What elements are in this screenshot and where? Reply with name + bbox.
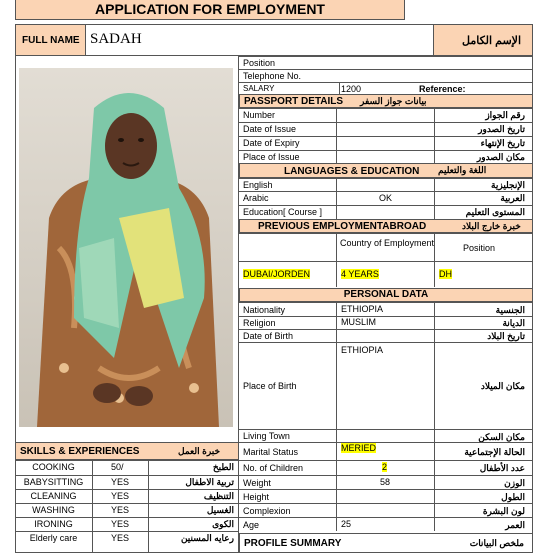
pob-value: ETHIOPIA — [341, 345, 384, 355]
skill-row-value: YES — [111, 505, 130, 515]
previous-columns-row — [239, 233, 533, 261]
passport-row-arabic: تاريخ الإنتهاء — [480, 138, 525, 148]
living-town-arabic: مكان السكن — [478, 432, 525, 442]
religion-value: MUSLIM — [341, 317, 377, 327]
weight-arabic: الوزن — [504, 478, 525, 488]
passport-row — [239, 136, 533, 150]
salary-row — [239, 82, 533, 94]
skill-row-label: COOKING — [32, 462, 75, 472]
skill-row-arabic: تربية الاطفال — [185, 477, 234, 487]
complexion-label: Complexion — [243, 506, 291, 516]
personal-divider-2 — [434, 302, 435, 442]
passport-row-arabic: مكان الصدور — [476, 152, 525, 162]
marital-label: Marital Status — [243, 447, 299, 457]
religion-arabic: الديانة — [502, 318, 525, 328]
position-label: Position — [243, 58, 276, 68]
position-row — [239, 56, 533, 69]
skill-row-label: CLEANING — [30, 491, 77, 501]
language-row-arabic: الإنجليزية — [491, 180, 525, 190]
skill-row-value: YES — [111, 491, 130, 501]
previous-employment-arabic: خبرة خارج البلاد — [462, 221, 521, 231]
living-town-label: Living Town — [243, 431, 290, 441]
previous-employment-label: PREVIOUS EMPLOYMENTABROAD — [258, 221, 427, 232]
skill-row-value: YES — [111, 533, 130, 543]
full-name-label: FULL NAME — [22, 35, 80, 46]
dob-arabic: تاريخ البلاد — [487, 331, 525, 341]
complexion-row — [239, 503, 533, 517]
skill-row-arabic: الغسيل — [206, 505, 234, 515]
personal-data-label: PERSONAL DATA — [343, 289, 429, 300]
nationality-value: ETHIOPIA — [341, 304, 384, 314]
skill-row-line — [15, 517, 239, 518]
skill-row-line — [15, 503, 239, 504]
passport-header-arabic: بيانات جواز السفر — [360, 96, 427, 106]
language-row-label: Education[ Course ] — [243, 207, 323, 217]
skill-divider-1 — [92, 460, 93, 553]
skill-row-label: BABYSITTING — [23, 477, 84, 487]
skill-row-value: 50/ — [111, 462, 124, 472]
profile-summary-arabic: ملخص البيانات — [469, 538, 524, 548]
skill-row-label: IRONING — [34, 519, 73, 529]
language-row — [239, 205, 533, 219]
language-divider-2 — [434, 178, 435, 219]
skill-row-line — [15, 475, 239, 476]
employment-years: 4 YEARS — [341, 269, 379, 279]
skill-row-arabic: الكوى — [212, 519, 234, 529]
full-name-value: SADAH — [90, 31, 142, 47]
passport-divider-2 — [434, 108, 435, 163]
age-row — [239, 517, 533, 531]
religion-row — [239, 316, 533, 329]
height-label: Height — [243, 492, 270, 502]
nationality-row — [239, 302, 533, 316]
marital-value: MERIED — [341, 443, 377, 453]
language-row-label: Arabic — [243, 193, 269, 203]
skill-row-line — [15, 460, 239, 461]
skill-row-arabic: رعايه المسنين — [180, 533, 234, 543]
living-town-row — [239, 429, 533, 442]
salary-label: SALARY — [243, 84, 275, 93]
nationality-arabic: الجنسية — [495, 305, 525, 315]
children-row — [239, 460, 533, 475]
language-row-value: OK — [379, 193, 393, 203]
applicant-photo — [19, 68, 233, 427]
skills-header-arabic: خبرة العمل — [178, 446, 221, 456]
pob-row — [239, 342, 533, 429]
age-value: 25 — [341, 519, 352, 529]
passport-divider-1 — [336, 108, 337, 163]
language-row-label: English — [243, 180, 273, 190]
previous-divider-2 — [434, 233, 435, 287]
passport-row-label: Date of Issue — [243, 124, 297, 134]
previous-divider-1 — [336, 233, 337, 287]
skill-row-line — [15, 531, 239, 532]
weight-row — [239, 475, 533, 489]
skill-row-arabic: الطبخ — [212, 462, 234, 472]
language-row-arabic: العربية — [500, 193, 525, 203]
children-label: No. of Children — [243, 463, 304, 473]
language-row — [239, 178, 533, 191]
passport-row-arabic: تاريخ الصدور — [478, 124, 525, 134]
skills-header — [15, 442, 239, 460]
page-title-bar — [15, 0, 405, 20]
skill-row-label: Elderly care — [29, 533, 78, 543]
complexion-arabic: لون البشرة — [482, 506, 525, 516]
marital-row — [239, 442, 533, 460]
passport-header — [239, 94, 533, 108]
passport-row-label: Date of Expiry — [243, 138, 300, 148]
children-arabic: عدد الأطفال — [479, 463, 525, 473]
age-arabic: العمر — [505, 520, 525, 530]
pob-arabic: مكان الميلاد — [480, 381, 525, 391]
passport-row-arabic: رقم الجواز — [485, 110, 525, 120]
weight-label: Weight — [243, 478, 271, 488]
age-label: Age — [243, 520, 260, 530]
passport-row — [239, 122, 533, 136]
profile-summary-header — [239, 533, 533, 553]
skill-divider-2 — [148, 460, 149, 553]
reference-label: Reference: — [419, 84, 466, 94]
skill-row-line — [15, 489, 239, 490]
lower-divider-1 — [336, 442, 337, 531]
personal-data-header — [239, 288, 533, 302]
col-position-label: Position — [463, 243, 496, 253]
religion-label: Religion — [243, 318, 276, 328]
language-row-arabic: المستوى التعليم — [465, 207, 525, 217]
language-row — [239, 191, 533, 205]
lower-divider-2 — [434, 442, 435, 531]
languages-header-arabic: اللغة والتعليم — [438, 165, 487, 175]
language-divider-1 — [336, 178, 337, 219]
personal-divider-1 — [336, 302, 337, 442]
telephone-label: Telephone No. — [243, 71, 302, 81]
languages-header — [239, 163, 533, 178]
languages-header-label: LANGUAGES & EDUCATION — [284, 166, 420, 177]
skill-row-value: YES — [111, 519, 130, 529]
height-row — [239, 489, 533, 503]
marital-arabic: الحالة الإجتماعية — [464, 447, 525, 457]
dob-row — [239, 329, 533, 342]
passport-row-label: Place of Issue — [243, 152, 300, 162]
children-value: 2 — [382, 462, 388, 472]
col-country-label: Country of Employment — [339, 238, 435, 248]
telephone-row — [239, 69, 533, 82]
previous-employment-header — [239, 219, 533, 233]
skills-header-label: SKILLS & EXPERIENCES — [20, 446, 140, 457]
passport-header-label: PASSPORT DETAILS — [244, 96, 344, 107]
full-name-arabic: الإسم الكامل — [462, 35, 521, 47]
skill-row-label: WASHING — [32, 505, 75, 515]
salary-divider — [339, 82, 340, 94]
skill-row-arabic: التنظيف — [203, 491, 234, 501]
passport-row — [239, 150, 533, 164]
salary-value: 1200 — [341, 84, 362, 94]
employment-position: DH — [439, 269, 452, 279]
skill-row-value: YES — [111, 477, 130, 487]
nationality-label: Nationality — [243, 305, 286, 315]
weight-value: 58 — [380, 477, 391, 487]
page-title: APPLICATION FOR EMPLOYMENT — [95, 1, 325, 17]
previous-employment-row — [239, 261, 533, 287]
passport-row-label: Number — [243, 110, 276, 120]
dob-label: Date of Birth — [243, 331, 294, 341]
height-arabic: الطول — [501, 492, 525, 502]
passport-row — [239, 108, 533, 122]
profile-summary-label: PROFILE SUMMARY — [244, 538, 342, 549]
employment-country: DUBAI/JORDEN — [243, 269, 311, 279]
pob-label: Place of Birth — [243, 381, 297, 391]
